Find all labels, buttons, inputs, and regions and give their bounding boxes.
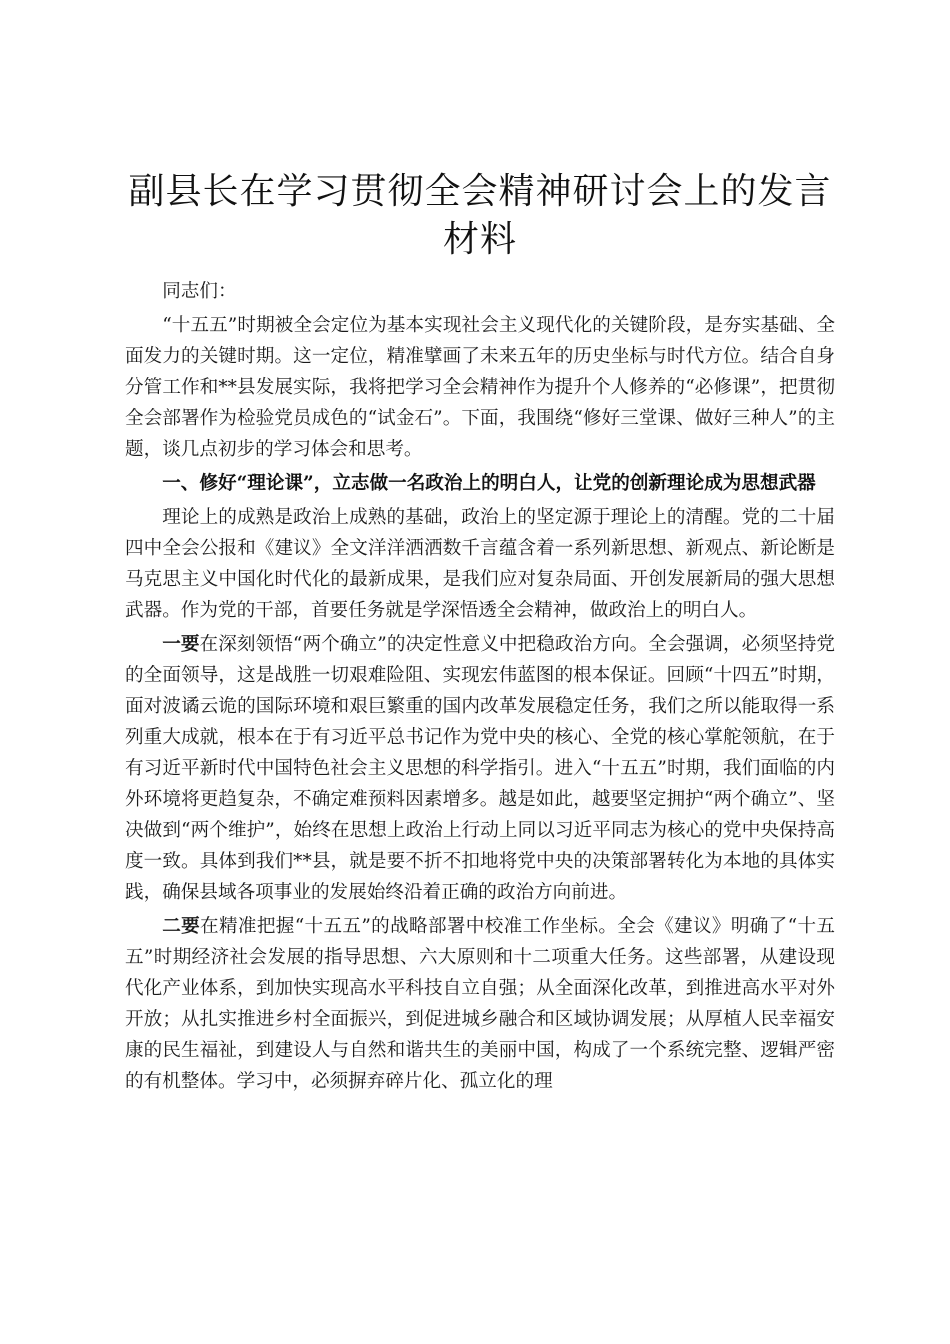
section-heading-1: 一、修好“理论课”，立志做一名政治上的明白人，让党的创新理论成为思想武器 xyxy=(162,473,816,494)
document-title: 副县长在学习贯彻全会精神研讨会上的发言材料 xyxy=(128,171,832,260)
point-1-lead: 一要 xyxy=(162,634,200,655)
point-2-lead: 二要 xyxy=(162,916,201,937)
document-page xyxy=(125,168,835,1097)
point-1-paragraph xyxy=(125,629,835,908)
intro-paragraph: “十五五”时期被全会定位为基本实现社会主义现代化的关键阶段，是夯实基础、全面发力的关键时期。这一定位，精准擘画了未来五年的历史坐标与时代方位。结合自身分管工作和**县发展实际，我将把学习全会精神作为提升个人修养的“必修课”，把贯彻全会部署作为检验党员成色的“试金石”。下面，我围绕“修好三堂课、做好三种人”的主题，谈几点初步的学习体会和思考。 xyxy=(125,315,835,460)
point-2-text: 在精准把握“十五五”的战略部署中校准工作坐标。全会《建议》明确了“十五五”时期经济社会发展的指导思想、六大原则和十二项重大任务。这些部署，从建设现代化产业体系，到加快实现高水平科技自立自强；从全面深化改革，到推进高水平对外开放；从扎实推进乡村全面振兴，到促进城乡融合和区域协调发展；从厚植人民幸福安康的民生福祉，到建设人与自然和谐共生的美丽中国，构成了一个系统完整、逻辑严密的有机整体。学习中，必须摒弃碎片化、孤立化的理 xyxy=(125,916,835,1092)
section1-paragraph: 理论上的成熟是政治上成熟的基础，政治上的坚定源于理论上的清醒。党的二十届四中全会公报和《建议》全文洋洋洒洒数千言蕴含着一系列新思想、新观点、新论断是马克思主义中国化时代化的最新成果，是我们应对复杂局面、开创发展新局的强大思想武器。作为党的干部，首要任务就是学深悟透全会精神，做政治上的明白人。 xyxy=(125,507,835,621)
point-2-paragraph xyxy=(125,911,835,1097)
point-1-text: 在深刻领悟“两个确立”的决定性意义中把稳政治方向。全会强调，必须坚持党的全面领导，这是战胜一切艰难险阻、实现宏伟蓝图的根本保证。回顾“十四五”时期，面对波谲云诡的国际环境和艰巨繁重的国内改革发展稳定任务，我们之所以能取得一系列重大成就，根本在于有习近平总书记作为党中央的核心、全党的核心掌舵领航，在于有习近平新时代中国特色社会主义思想的科学指引。进入“十五五”时期，我们面临的内外环境将更趋复杂，不确定难预料因素增多。越是如此，越要坚定拥护“两个确立”、坚决做到“两个维护”，始终在思想上政治上行动上同以习近平同志为核心的党中央保持高度一致。具体到我们**县，就是要不折不扣地将党中央的决策部署转化为本地的具体实践，确保县域各项事业的发展始终沿着正确的政治方向前进。 xyxy=(125,634,835,903)
salutation: 同志们： xyxy=(162,281,237,302)
